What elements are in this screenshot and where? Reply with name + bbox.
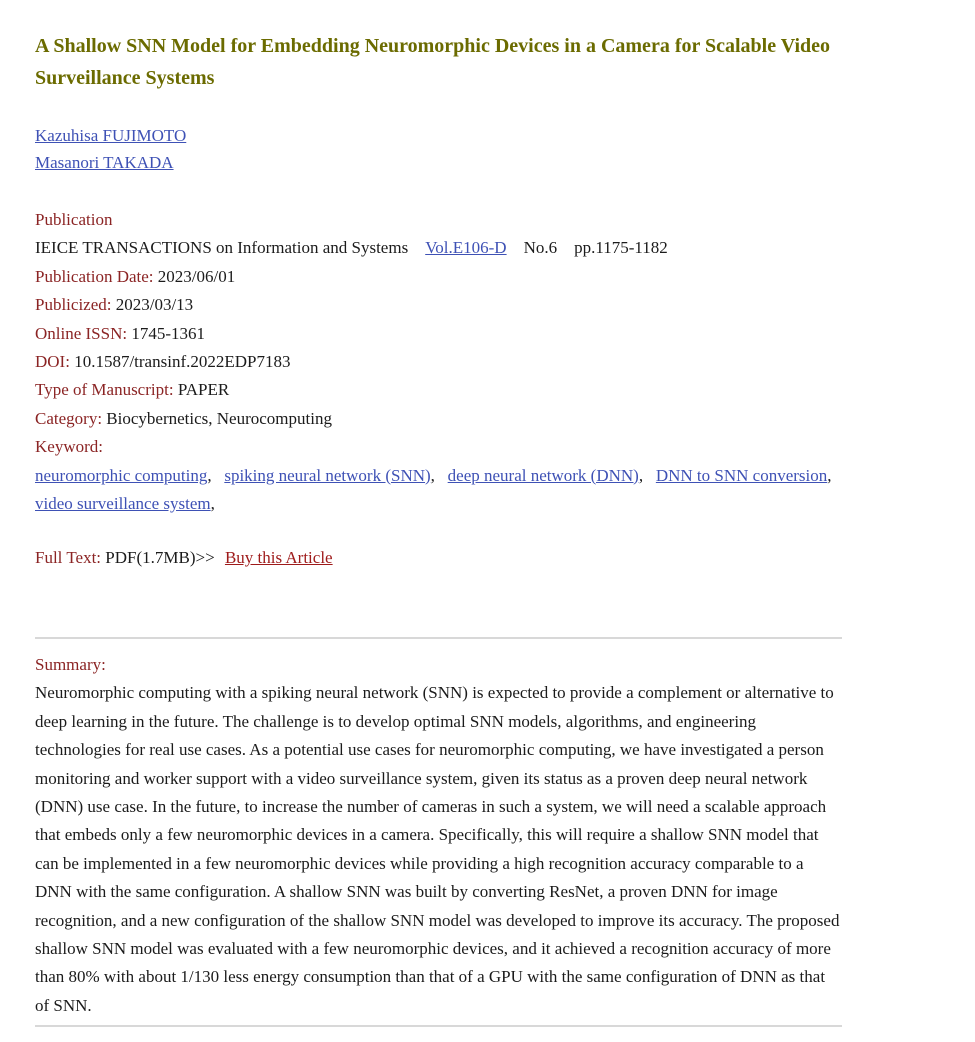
author-list	[35, 122, 842, 176]
summary-text: Neuromorphic computing with a spiking neural network (SNN) is expected to provide a complement or alternative to deep learning in the future. The challenge is to develop optimal SNN models, algorithms, and engineering technologies for real use cases. As a potential use cases for neuromorphic computing, we have investigated a person monitoring and worker support with a video surveillance system, given its status as a proven deep neural network (DNN) use case. In the future, to increase the number of cameras in such a system, we will need a scalable approach that embeds only a few neuromorphic devices in a camera. Specifically, this will require a shallow SNN model that can be implemented in a few neuromorphic devices while providing a high recognition accuracy comparable to a DNN with the same configuration. A shallow SNN was built by converting ResNet, a proven DNN for image recognition, and a new configuration of the shallow SNN model was developed to improve its accuracy. The proposed shallow SNN model was evaluated with a few neuromorphic devices, and it achieved a recognition accuracy of more than 80% with about 1/130 less energy consumption than that of a GPU with the same configuration of DNN as that of SNN.	[35, 683, 840, 1015]
fulltext-label: Full Text:	[35, 548, 102, 568]
keyword-label: Keyword:	[35, 437, 103, 457]
meta-field-value: 2023/03/13	[115, 295, 194, 315]
keyword-link[interactable]: spiking neural network (SNN)	[224, 465, 431, 485]
meta-field-label: Type of Manuscript:	[35, 380, 174, 400]
meta-field	[35, 376, 842, 404]
meta-field-label: Online ISSN:	[35, 323, 128, 343]
keyword-link[interactable]: neuromorphic computing	[35, 465, 208, 485]
meta-field	[35, 405, 842, 433]
meta-field	[35, 291, 842, 319]
article-page	[35, 30, 842, 1027]
journal-line	[35, 234, 842, 262]
meta-field-label: Category:	[35, 408, 103, 428]
fulltext-line	[35, 544, 842, 572]
author-link[interactable]: Masanori TAKADA	[35, 153, 174, 172]
keyword-link[interactable]: video surveillance system	[35, 494, 211, 514]
meta-field-label: DOI:	[35, 352, 70, 372]
keyword-list: neuromorphic computing, spiking neural network (SNN), deep neural network (DNN), DNN to SNN conversion, video surveillance system,	[35, 465, 840, 514]
meta-field-value: 10.1587/transinf.2022EDP7183	[74, 352, 291, 372]
summary-label: Summary:	[35, 654, 106, 674]
divider-top	[35, 637, 842, 639]
volume-link[interactable]: Vol.E106-D	[425, 238, 507, 258]
meta-field	[35, 320, 842, 348]
issue-number: No.6	[523, 238, 558, 258]
meta-field-label: Publicized:	[35, 295, 112, 315]
journal-name: IEICE TRANSACTIONS on Information and Systems	[35, 238, 409, 258]
page-title: A Shallow SNN Model for Embedding Neuromorphic Devices in a Camera for Scalable Video Surveillance Systems	[35, 35, 830, 89]
meta-field-value: Biocybernetics, Neurocomputing	[106, 408, 332, 428]
fulltext-pdf-link[interactable]: PDF(1.7MB)>>	[105, 548, 215, 568]
page-range: pp.1175-1182	[574, 238, 668, 258]
meta-fields	[35, 263, 842, 433]
keyword-label-line	[35, 433, 842, 461]
publication-section-label: Publication	[35, 210, 113, 229]
buy-article-link[interactable]: Buy this Article	[224, 548, 333, 568]
summary-section	[35, 651, 842, 1020]
keyword-link[interactable]: DNN to SNN conversion	[655, 465, 828, 485]
publication-section	[35, 206, 842, 234]
meta-field-value: 2023/06/01	[157, 266, 236, 286]
meta-field	[35, 263, 842, 291]
keyword-link[interactable]: deep neural network (DNN)	[447, 465, 639, 485]
author-link[interactable]: Kazuhisa FUJIMOTO	[35, 126, 187, 145]
divider-bottom	[35, 1025, 842, 1027]
meta-field	[35, 348, 842, 376]
meta-field-value: 1745-1361	[131, 323, 206, 343]
meta-field-label: Publication Date:	[35, 266, 154, 286]
publication-meta	[35, 206, 842, 518]
meta-field-value: PAPER	[177, 380, 230, 400]
